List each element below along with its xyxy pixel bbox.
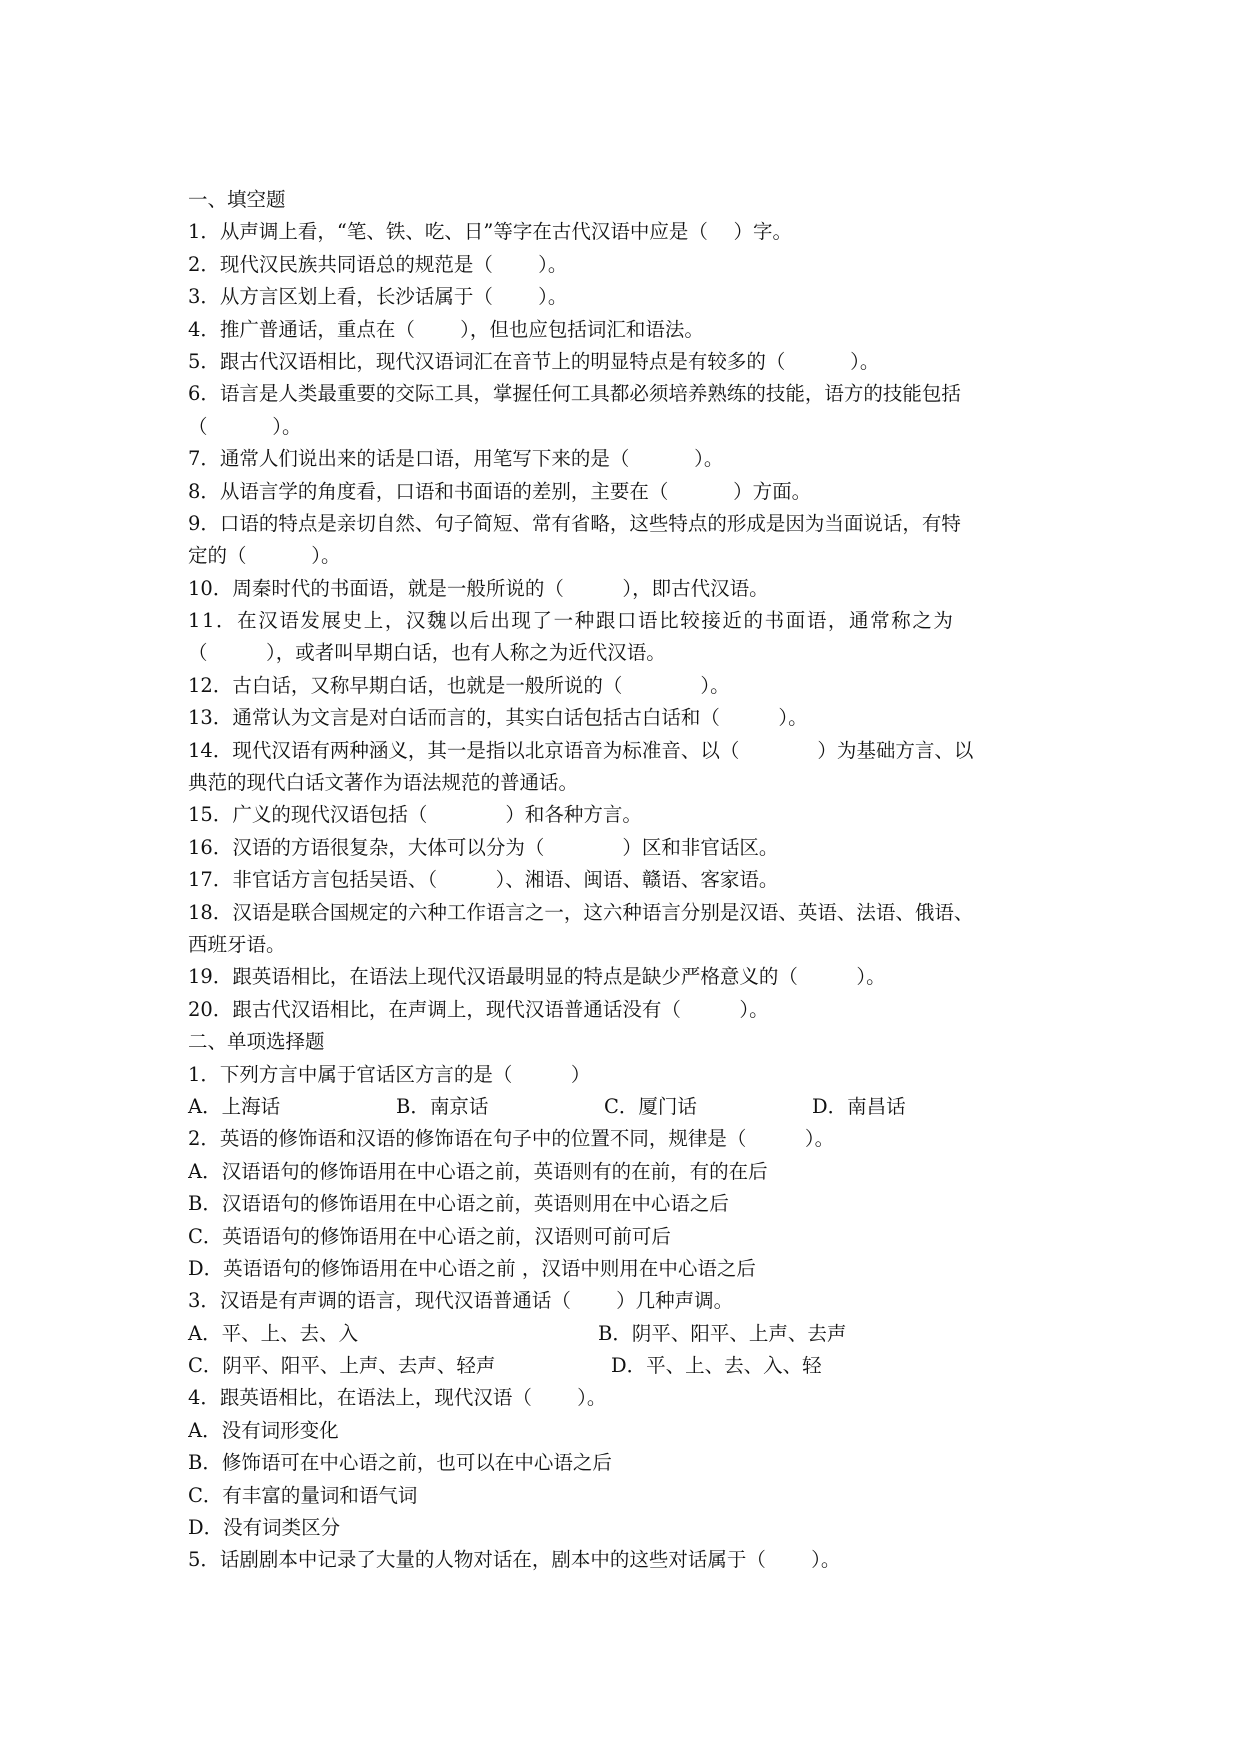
fill-in-question-list [188, 216, 1058, 1026]
option-row [188, 1350, 1058, 1382]
question-line: 4．推广普通话，重点在（ ），但也应包括词汇和语法。 [188, 317, 704, 341]
question-line: 15．广义的现代汉语包括（ ）和各种方言。 [188, 803, 642, 827]
option-d: D．平、上、去、入、轻 [611, 1354, 822, 1378]
question-line-continued: （ ），或者叫早期白话，也有人称之为近代汉语。 [188, 641, 666, 665]
question-line: 2．现代汉民族共同语总的规范是（ ）。 [188, 252, 568, 276]
question-line: 19．跟英语相比，在语法上现代汉语最明显的特点是缺少严格意义的（ ）。 [188, 965, 886, 989]
question-line: 14．现代汉语有两种涵义，其一是指以北京语音为标准音、以（ ）为基础方言、以 [188, 738, 974, 762]
option-a: A．平、上、去、入 [188, 1321, 359, 1345]
option-b: B．汉语语句的修饰语用在中心语之前，英语则用在中心语之后 [188, 1192, 729, 1216]
document-page [188, 184, 1058, 1577]
choice-question-2 [188, 1123, 1058, 1285]
option-d: D．没有词类区分 [188, 1516, 341, 1540]
question-line: 18．汉语是联合国规定的六种工作语言之一，这六种语言分别是汉语、英语、法语、俄语、 [188, 900, 974, 924]
question-line: 13．通常认为文言是对白话而言的，其实白话包括古白话和（ ）。 [188, 706, 808, 730]
question-line: 6．语言是人类最重要的交际工具，掌握任何工具都必须培养熟练的技能，语方的技能包括 [188, 382, 961, 406]
option-c: C．厦门话 [604, 1094, 697, 1118]
option-c: C．英语语句的修饰语用在中心语之前，汉语则可前可后 [188, 1224, 671, 1248]
question-line: 1．从声调上看，“笔、铁、吃、日”等字在古代汉语中应是（ ）字。 [188, 220, 793, 244]
question-line: 8．从语言学的角度看，口语和书面语的差别，主要在（ ）方面。 [188, 479, 812, 503]
question-stem: 5．话剧剧本中记录了大量的人物对话在，剧本中的这些对话属于（ ）。 [188, 1548, 841, 1572]
question-line: 20．跟古代汉语相比，在声调上，现代汉语普通话没有（ ）。 [188, 997, 769, 1021]
option-row [188, 1091, 1058, 1123]
option-b: B．南京话 [396, 1094, 489, 1118]
question-stem: 2．英语的修饰语和汉语的修饰语在句子中的位置不同，规律是（ ）。 [188, 1127, 835, 1151]
choice-question-5 [188, 1544, 1058, 1576]
option-a: A．没有词形变化 [188, 1418, 339, 1442]
choice-question-3 [188, 1285, 1058, 1382]
question-line-continued: 典范的现代白话文著作为语法规范的普通话。 [188, 771, 579, 795]
choice-question-1 [188, 1059, 1058, 1124]
option-c: C．有丰富的量词和语气词 [188, 1483, 418, 1507]
option-b: B．修饰语可在中心语之前，也可以在中心语之后 [188, 1451, 612, 1475]
option-d: D．南昌话 [812, 1094, 906, 1118]
question-line: 7．通常人们说出来的话是口语，用笔写下来的是（ ）。 [188, 447, 724, 471]
section-title-fill-in: 一、填空题 [188, 188, 286, 211]
question-line-continued: （ ）。 [188, 414, 302, 438]
question-line: 3．从方言区划上看，长沙话属于（ ）。 [188, 285, 568, 309]
question-line: 10．周秦时代的书面语，就是一般所说的（ ），即古代汉语。 [188, 576, 769, 600]
option-c: C．阴平、阳平、上声、去声、轻声 [188, 1354, 496, 1378]
option-a: A．上海话 [188, 1094, 281, 1118]
question-line: 11．在汉语发展史上，汉魏以后出现了一种跟口语比较接近的书面语，通常称之为 [188, 609, 955, 633]
question-line-continued: 西班牙语。 [188, 932, 286, 956]
section-title-single-choice: 二、单项选择题 [188, 1030, 325, 1054]
question-stem: 3．汉语是有声调的语言，现代汉语普通话（ ）几种声调。 [188, 1289, 734, 1313]
question-line: 5．跟古代汉语相比，现代汉语词汇在音节上的明显特点是有较多的（ ）。 [188, 349, 880, 373]
question-line-continued: 定的（ ）。 [188, 544, 341, 568]
question-line: 16．汉语的方语很复杂，大体可以分为（ ）区和非官话区。 [188, 835, 779, 859]
question-line: 12．古白话，又称早期白话，也就是一般所说的（ ）。 [188, 673, 730, 697]
question-line: 17．非官话方言包括吴语、（ ）、湘语、闽语、赣语、客家语。 [188, 868, 779, 892]
option-d: D．英语语句的修饰语用在中心语之前 ，汉语中则用在中心语之后 [188, 1256, 756, 1280]
question-line: 9．口语的特点是亲切自然、句子简短、常有省略，这些特点的形成是因为当面说话，有特 [188, 511, 961, 535]
question-stem: 4．跟英语相比，在语法上，现代汉语（ ）。 [188, 1386, 607, 1410]
option-row [188, 1318, 1058, 1350]
option-a: A．汉语语句的修饰语用在中心语之前，英语则有的在前，有的在后 [188, 1159, 768, 1183]
choice-question-4 [188, 1382, 1058, 1544]
option-b: B．阴平、阳平、上声、去声 [598, 1321, 847, 1345]
question-stem: 1．下列方言中属于官话区方言的是（ ） [188, 1062, 591, 1086]
